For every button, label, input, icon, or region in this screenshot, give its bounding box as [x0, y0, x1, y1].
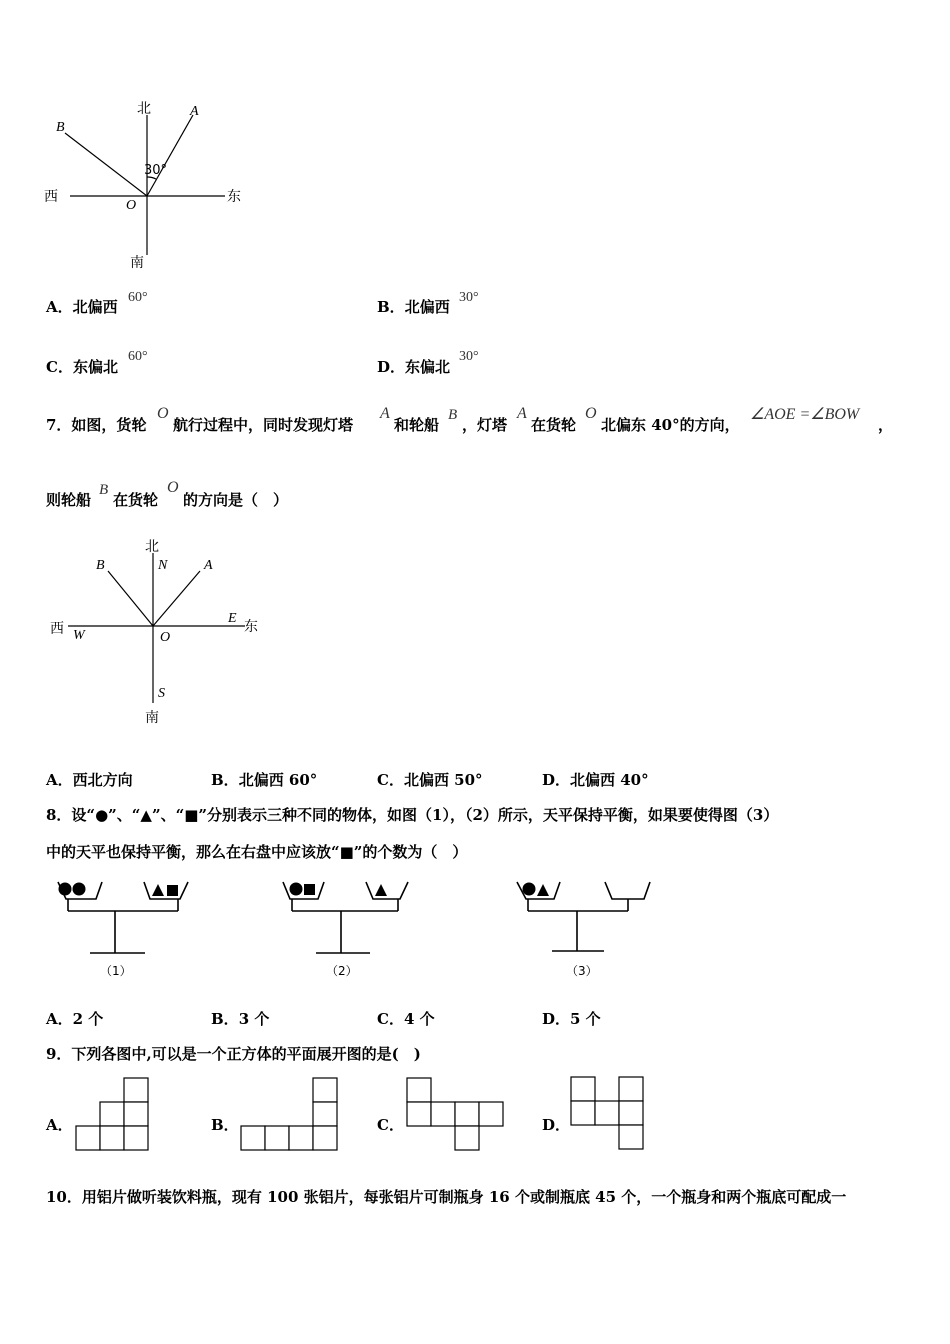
q7-text-1: 7．如图，货轮 [46, 416, 147, 434]
circle-object [73, 883, 86, 896]
circle-object [523, 883, 536, 896]
q7-option-a-letter: A． [46, 771, 73, 789]
fig2-west-label: 西 [50, 621, 64, 637]
fig2-point-a: A [204, 558, 213, 573]
q7-option-d-letter: D． [542, 771, 571, 789]
q8-option-a-letter: A． [46, 1010, 73, 1028]
q6-option-c-letter: C． [46, 358, 73, 376]
q8-option-d-text: 5 个 [570, 1010, 601, 1028]
q6-option-c-degree: 60° [128, 349, 148, 364]
q8-option-b[interactable] [211, 1012, 269, 1027]
fig2-point-e: E [228, 611, 237, 626]
q8-option-a-text: 2 个 [72, 1010, 104, 1028]
triangle-object [537, 884, 549, 896]
balance-figure-1 [50, 875, 200, 985]
fig2-east-label: 东 [244, 619, 258, 635]
q7-text-9: 的方向是（ ） [183, 491, 289, 509]
q9-option-c-letter: C． [377, 1116, 404, 1134]
q9-option-b-letter: B． [211, 1116, 239, 1134]
q10-stem: 10．用铝片做听装饮料瓶，现有 100 张铝片，每张铝片可制瓶身 16 个或制瓶底 45 个，一个瓶身和两个瓶底可配成一 [46, 1188, 847, 1206]
q6-option-b-letter: B． [377, 298, 405, 316]
fig1-west-label: 西 [44, 189, 58, 205]
q6-option-d-letter: D． [377, 358, 406, 376]
triangle-object [152, 884, 164, 896]
q7-formula: ∠AOE =∠BOW [750, 406, 860, 423]
q8-option-b-text: 3 个 [238, 1010, 270, 1028]
q7-option-b-letter: B． [211, 771, 239, 789]
fig1-point-a: A [190, 104, 199, 119]
q7-option-b[interactable] [211, 773, 317, 788]
fig1-south-label: 南 [130, 255, 144, 271]
q6-option-b-degree: 30° [459, 290, 479, 305]
balance-figure-2 [278, 875, 428, 985]
q6-option-a-letter: A． [46, 298, 73, 316]
cube-net-a [75, 1076, 155, 1156]
q7-var-o-1: O [157, 405, 169, 422]
q7-text-8: 在货轮 [113, 491, 159, 509]
q7-option-c[interactable] [377, 773, 483, 788]
q7-var-o-2: O [585, 405, 597, 422]
fig1-point-o: O [126, 198, 137, 213]
q8-stem-line-2: 中的天平也保持平衡，那么在右盘中应该放“■”的个数为（ ） [46, 843, 468, 861]
cube-net-c [405, 1076, 510, 1156]
q8-option-a[interactable] [46, 1012, 103, 1027]
q7-option-d-text: 北偏西 40° [570, 771, 649, 789]
q7-text-7: 则轮船 [46, 491, 92, 509]
q7-option-c-text: 北偏西 50° [403, 771, 483, 789]
q7-var-o-3: O [167, 479, 179, 496]
q8-option-b-letter: B． [211, 1010, 239, 1028]
balance-1-caption: （1） [100, 964, 132, 978]
q7-option-a-text: 西北方向 [72, 771, 133, 789]
q7-var-b-1: B [448, 407, 458, 423]
circle-object [59, 883, 72, 896]
q8-option-d-letter: D． [542, 1010, 571, 1028]
fig1-angle-label: 30° [144, 163, 168, 178]
square-object [167, 885, 178, 896]
cube-net-b [240, 1076, 345, 1156]
fig2-point-o: O [160, 630, 171, 645]
q7-text-4: ，灯塔 [462, 416, 508, 434]
q9-stem: 9．下列各图中,可以是一个正方体的平面展开图的是( ) [46, 1045, 421, 1063]
q7-option-b-text: 北偏西 60° [238, 771, 318, 789]
compass-figure-1 [40, 95, 260, 280]
circle-object [290, 883, 303, 896]
q7-text-3: 和轮船 [394, 416, 440, 434]
q6-option-a-text: 北偏西 [72, 298, 118, 316]
q6-option-d-degree: 30° [459, 349, 479, 364]
q8-option-c-letter: C． [377, 1010, 404, 1028]
q9-option-d-letter: D． [542, 1116, 571, 1134]
q7-text-5: 在货轮 [531, 416, 577, 434]
q8-option-c-text: 4 个 [403, 1010, 435, 1028]
fig2-point-w: W [73, 628, 85, 643]
q7-var-a-2: A [517, 405, 527, 422]
balance-2-caption: （2） [326, 964, 358, 978]
q6-option-a-degree: 60° [128, 290, 148, 305]
compass-figure-2 [40, 533, 270, 728]
q6-option-d-text: 东偏北 [405, 358, 451, 376]
fig2-point-b: B [96, 558, 105, 573]
q7-comma: ， [878, 416, 894, 434]
cube-net-d [570, 1076, 650, 1156]
fig2-south-label: 南 [145, 710, 159, 726]
balance-3-caption: （3） [566, 964, 598, 978]
q7-option-a[interactable] [46, 773, 133, 788]
q7-option-c-letter: C． [377, 771, 404, 789]
q7-text-2: 航行过程中，同时发现灯塔 [173, 416, 354, 434]
q9-option-a-letter: A． [46, 1116, 73, 1134]
q7-var-b-2: B [99, 482, 109, 498]
q6-option-b-text: 北偏西 [404, 298, 450, 316]
q8-stem-line-1: 8．设“●”、“▲”、“■”分别表示三种不同的物体，如图（1），（2）所示，天平保持平衡，如果要使得图（3） [46, 806, 779, 824]
q8-option-d[interactable] [542, 1012, 601, 1027]
q7-option-d[interactable] [542, 773, 649, 788]
fig2-north-label: 北 [145, 539, 159, 555]
square-object [304, 884, 315, 895]
fig2-point-s: S [158, 686, 165, 701]
q6-option-c-text: 东偏北 [72, 358, 118, 376]
q8-option-c[interactable] [377, 1012, 435, 1027]
fig2-point-n: N [158, 558, 168, 573]
q7-var-a-1: A [380, 405, 390, 422]
triangle-object [375, 884, 387, 896]
fig1-east-label: 东 [227, 189, 241, 205]
balance-figure-3 [512, 875, 662, 985]
fig1-point-b: B [56, 120, 65, 135]
q7-text-6: 北偏东 40°的方向， [601, 416, 740, 434]
fig1-north-label: 北 [137, 101, 151, 117]
